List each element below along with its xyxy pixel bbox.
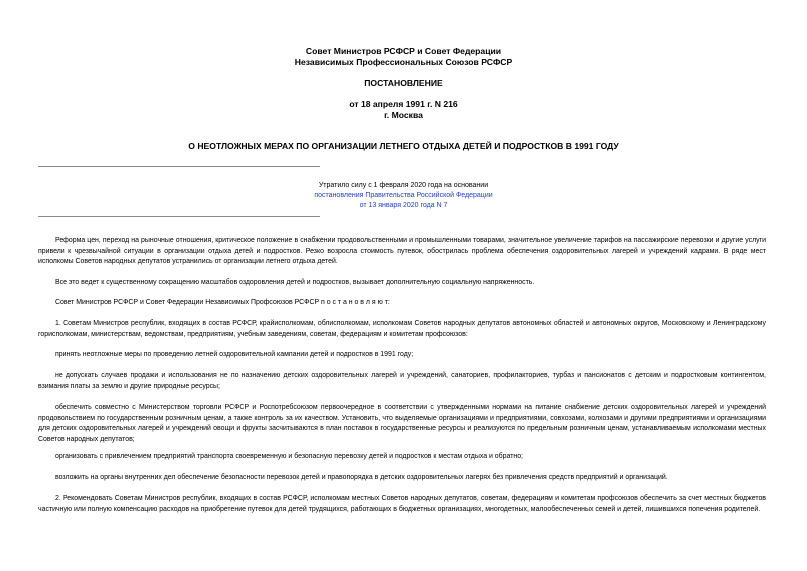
- document-date-number: от 18 апреля 1991 г. N 216: [349, 99, 458, 109]
- repeal-act-date-link[interactable]: от 13 января 2020 года N 7: [359, 202, 448, 209]
- document-city: г. Москва: [384, 110, 423, 120]
- status-note-text: Утратило силу с 1 февраля 2020 года на основании: [318, 182, 489, 189]
- paragraph-consequence: Все это ведет к существенному сокращению масштабов оздоровления детей и подростков, вызывает дополнительную социальную напряженность.: [55, 279, 535, 286]
- issuer-line-1: Совет Министров РСФСР и Совет Федерации: [305, 46, 502, 56]
- paragraph-item-1-supply: обеспечить совместно с Министерством торговли РСФСР и Роспотребсоюзом первоочередное в соответствии с утвержденными нормами на питание снабжение детских оздоровительных лагерей и учреждений продовольствием по государственным розничным ценам, а также контроль за их качеством. Установить, что выделяемые организациями и предприятиями, совхозами, колхозами и другими предприятиями и организациями для детских оздоровительных лагерей и учреждений овощи и фрукты засчитываются в план поставок в государственные ресурсы и реализуются по предельным розничным ценам, устанавливаемым исполкомами местных Советов народных депутатов;: [38, 404, 766, 444]
- divider-bottom: [38, 216, 320, 217]
- paragraph-item-1-security: возложить на органы внутренних дел обеспечение безопасности перевозок детей и правопорядка в детских оздоровительных лагерях без привлечения средств предприятий и организаций.: [55, 474, 668, 481]
- document-type: ПОСТАНОВЛЕНИЕ: [364, 78, 443, 88]
- paragraph-resolves: Совет Министров РСФСР и Совет Федерации Независимых Профсоюзов РСФСР п о с т а н о в л я ю т:: [55, 299, 390, 306]
- repeal-act-link[interactable]: постановления Правительства Российской Федерации: [314, 192, 493, 199]
- paragraph-item-1-measures: принять неотложные меры по проведению летней оздоровительной кампании детей и подростков в 1991 году;: [55, 351, 414, 358]
- status-note-link-2[interactable]: [0, 201, 807, 211]
- paragraph-item-1: 1. Советам Министров республик, входящих в состав РСФСР, крайисполкомам, облисполкомам, исполкомам Советов народных депутатов автономных областей и автономных округов, Московскому и Ленинградскому горисполкомам, министерствам, ведомствам, предприятиям, учебным заведениям, советам, федерациям и комитетам профсоюзов:: [38, 320, 766, 338]
- paragraph-item-1-no-sale: не допускать случаев продажи и использования не по назначению детских оздоровительных лагерей и учреждений, санаториев, профилакториев, турбаз и пансионатов с детским и подростковым контингентом, взимания платы за землю и другие природные ресурсы;: [38, 372, 766, 390]
- paragraph-item-1-transport: организовать с привлечением предприятий транспорта своевременную и безопасную перевозку детей и подростков к местам отдыха и обратно;: [55, 453, 523, 460]
- divider-top: [38, 166, 320, 167]
- status-note-link-1[interactable]: [0, 191, 807, 201]
- issuer-line-2: Независимых Профессиональных Союзов РСФСР: [294, 57, 513, 67]
- document-title: О НЕОТЛОЖНЫХ МЕРАХ ПО ОРГАНИЗАЦИИ ЛЕТНЕГО ОТДЫХА ДЕТЕЙ И ПОДРОСТКОВ В 1991 ГОДУ: [188, 141, 619, 151]
- paragraph-item-2: 2. Рекомендовать Советам Министров республик, входящих в состав РСФСР, исполкомам местных Советов народных депутатов, советам, федерациям и комитетам профсоюзов обеспечить за счет местных бюджетов частичную или полную компенсацию расходов на приобретение путевок для детей трудящихся, работающих в бюджетных организациях, многодетных, малообеспеченных семей и детей, лишившихся попечения родителей.: [38, 495, 766, 513]
- paragraph-preamble: Реформа цен, переход на рыночные отношения, критическое положение в снабжении продовольственными и промышленными товарами, значительное увеличение тарифов на пассажирские перевозки и другие услуги привели к чрезвычайной ситуации в организации отдыха детей и подростков. Резко возросла стоимость путевок, обострилась проблема обеспечения оздоровительных лагерей и учреждений кадрами. В ряде мест исполкомы Советов народных депутатов устранились от организации летнего отдыха детей.: [38, 237, 766, 266]
